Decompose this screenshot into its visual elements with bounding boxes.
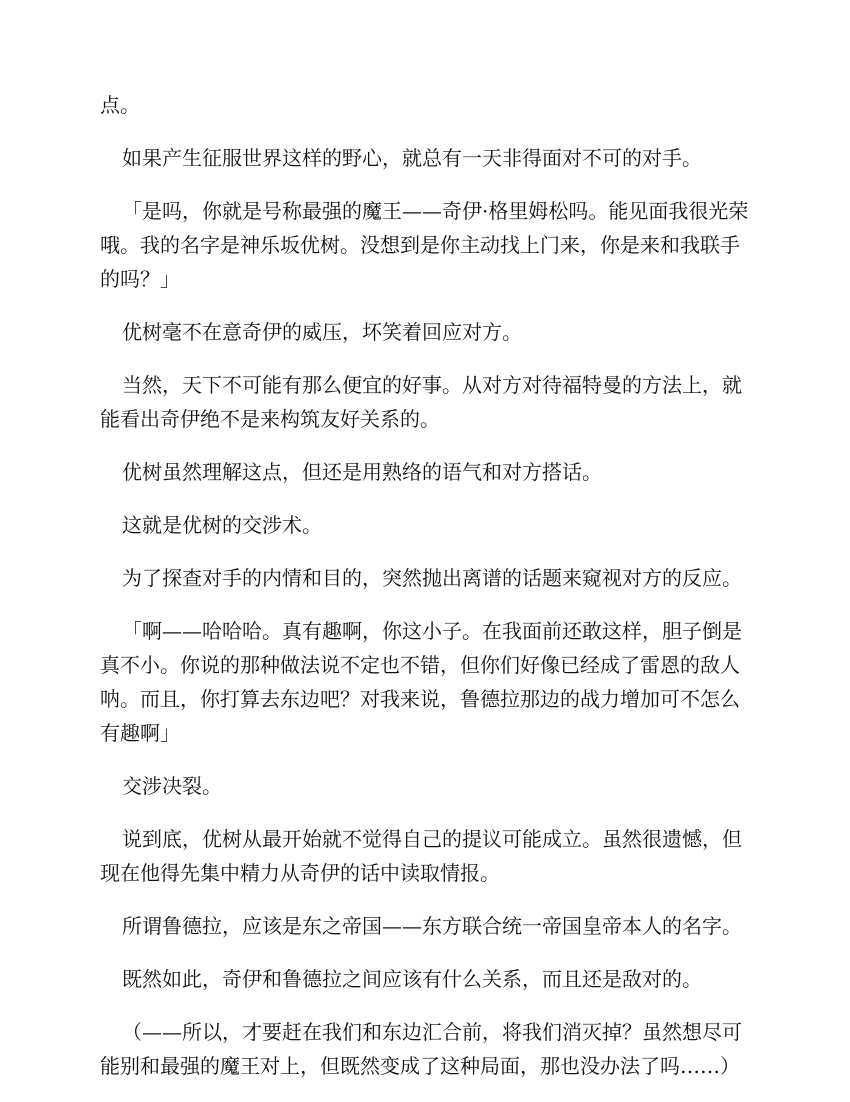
paragraph-continuation: 点。: [100, 93, 140, 117]
paragraph-narration: 优树虽然理解这点，但还是用熟络的语气和对方搭话。: [122, 460, 602, 484]
paragraph-inner-thought: （——所以，才要赶在我们和东边汇合前，将我们消灭掉？虽然想尽可能别和最强的魔王对上，但既然变成了这种局面，那也没办法了吗……）: [100, 1020, 742, 1078]
paragraph-dialogue: 「是吗，你就是号称最强的魔王——奇伊·格里姆松吗。能见面我很光荣哦。我的名字是神乐坂优树。没想到是你主动找上门来，你是来和我联手的吗？」: [100, 199, 749, 291]
paragraph-narration: 既然如此，奇伊和鲁德拉之间应该有什么关系，而且还是敌对的。: [122, 967, 702, 991]
paragraph-narration: 说到底，优树从最开始就不觉得自己的提议可能成立。虽然很遗憾，但现在他得先集中精力从奇伊的话中读取情报。: [100, 827, 742, 885]
paragraph-narration: 优树毫不在意奇伊的威压，坏笑着回应对方。: [122, 320, 522, 344]
paragraph-narration: 交涉决裂。: [122, 774, 222, 798]
paragraph-narration: 这就是优树的交涉术。: [122, 513, 322, 537]
document-page: [100, 88, 752, 1102]
paragraph-narration: 当然，天下不可能有那么便宜的好事。从对方对待福特曼的方法上，就能看出奇伊绝不是来构筑友好关系的。: [100, 373, 742, 431]
paragraph-narration: 为了探查对手的内情和目的，突然抛出离谱的话题来窥视对方的反应。: [122, 566, 742, 590]
paragraph-narration: 所谓鲁德拉，应该是东之帝国——东方联合统一帝国皇帝本人的名字。: [122, 914, 742, 938]
paragraph-narration: 如果产生征服世界这样的野心，就总有一天非得面对不可的对手。: [122, 146, 702, 170]
paragraph-dialogue: 「啊——哈哈哈。真有趣啊，你这小子。在我面前还敢这样，胆子倒是真不小。你说的那种做法说不定也不错，但你们好像已经成了雷恩的敌人呐。而且，你打算去东边吧？对我来说，鲁德拉那边的战力增加可不怎么有趣啊」: [100, 619, 742, 745]
